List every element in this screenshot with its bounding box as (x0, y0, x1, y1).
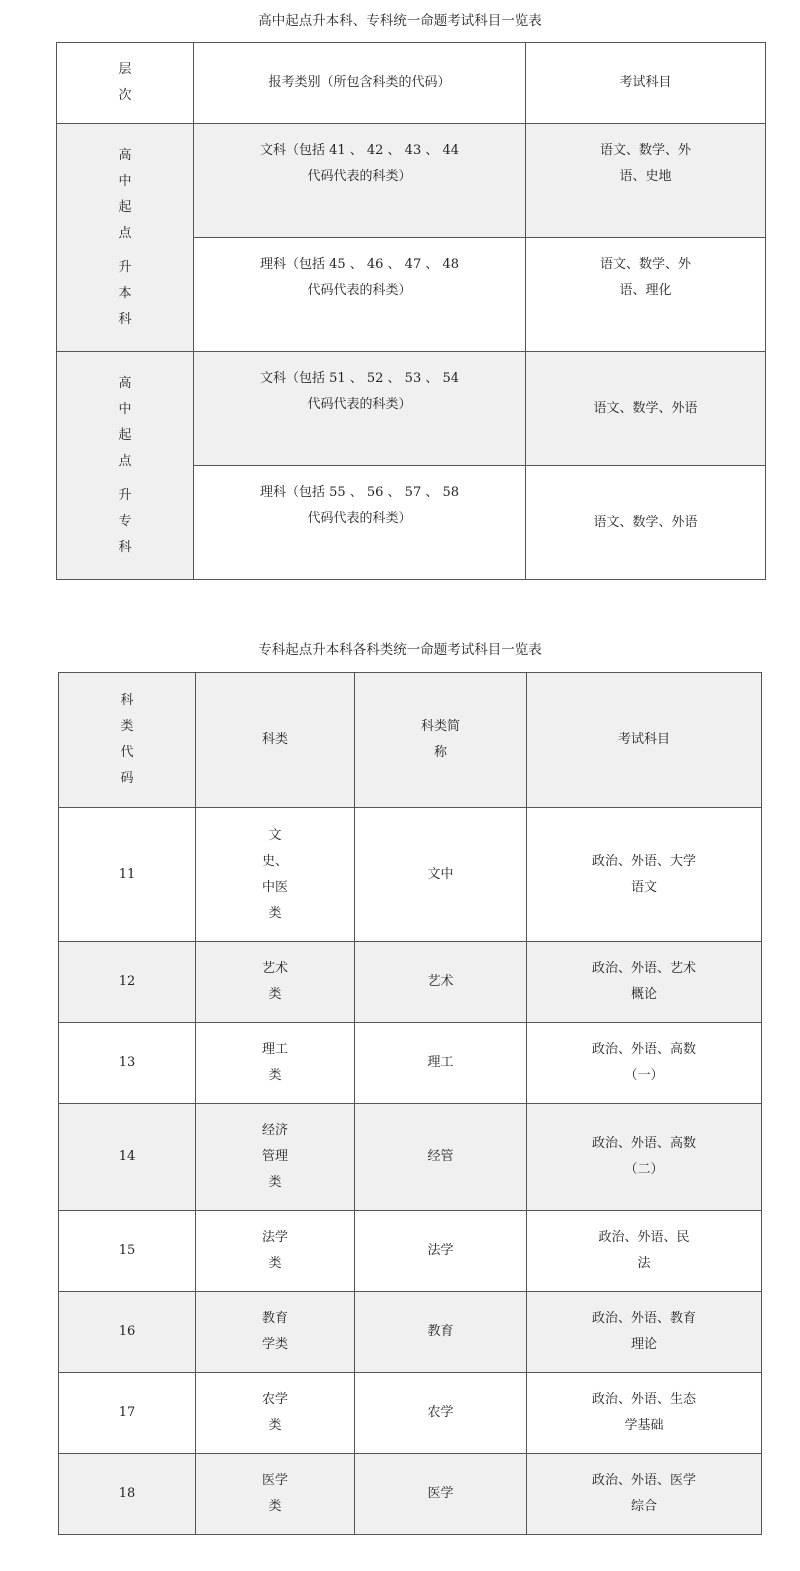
table1-row (57, 352, 766, 466)
header-code: 科 类 代 码 (59, 673, 196, 808)
short-name-cell: 经管 (355, 1104, 527, 1211)
category-cell: 农学 类 (196, 1373, 355, 1454)
table1-title: 高中起点升本科、专科统一命题考试科目一览表 (258, 13, 542, 29)
level-cell: 高 中 起 点 升 专 科 (57, 352, 194, 580)
subjects-cell: 政治、外语、高数 （一） (527, 1023, 762, 1104)
table-row (59, 1023, 762, 1104)
code-cell: 12 (59, 942, 196, 1023)
level-cell: 高 中 起 点 升 本 科 (57, 124, 194, 352)
short-name-cell: 医学 (355, 1454, 527, 1535)
subjects-cell: 政治、外语、大学 语文 (527, 808, 762, 942)
category-cell: 文科（包括 41 、 42 、 43 、 44 代码代表的科类） (194, 124, 526, 238)
short-name-cell: 法学 (355, 1211, 527, 1292)
category-cell: 法学 类 (196, 1211, 355, 1292)
category-cell: 经济 管理 类 (196, 1104, 355, 1211)
category-cell: 文 史、 中医 类 (196, 808, 355, 942)
table-row (59, 942, 762, 1023)
code-cell: 16 (59, 1292, 196, 1373)
table-row (59, 808, 762, 942)
category-cell: 理科（包括 55 、 56 、 57 、 58 代码代表的科类） (194, 466, 526, 580)
subjects-cell: 语文、数学、外 语、理化 (526, 238, 766, 352)
short-name-cell: 理工 (355, 1023, 527, 1104)
short-name-cell: 文中 (355, 808, 527, 942)
subjects-cell: 政治、外语、艺术 概论 (527, 942, 762, 1023)
header-category: 报考类别（所包含科类的代码） (194, 43, 526, 124)
header-subjects: 考试科目 (526, 43, 766, 124)
table-row (59, 1292, 762, 1373)
subjects-cell: 语文、数学、外 语、史地 (526, 124, 766, 238)
subjects-cell: 政治、外语、教育 理论 (527, 1292, 762, 1373)
subjects-cell: 政治、外语、医学 综合 (527, 1454, 762, 1535)
table2 (58, 672, 762, 1535)
code-cell: 13 (59, 1023, 196, 1104)
header-short-name: 科类简 称 (355, 673, 527, 808)
category-cell: 教育 学类 (196, 1292, 355, 1373)
subjects-cell: 政治、外语、生态 学基础 (527, 1373, 762, 1454)
table1-header-row (57, 43, 766, 124)
short-name-cell: 农学 (355, 1373, 527, 1454)
category-cell: 艺术 类 (196, 942, 355, 1023)
table-row (59, 1104, 762, 1211)
table1 (56, 42, 766, 580)
table-row (59, 1211, 762, 1292)
category-cell: 医学 类 (196, 1454, 355, 1535)
table-row (59, 1373, 762, 1454)
subjects-cell: 语文、数学、外语 (526, 352, 766, 466)
code-cell: 15 (59, 1211, 196, 1292)
subjects-cell: 语文、数学、外语 (526, 466, 766, 580)
short-name-cell: 教育 (355, 1292, 527, 1373)
subjects-cell: 政治、外语、高数 （二） (527, 1104, 762, 1211)
code-cell: 14 (59, 1104, 196, 1211)
subjects-cell: 政治、外语、民 法 (527, 1211, 762, 1292)
short-name-cell: 艺术 (355, 942, 527, 1023)
code-cell: 17 (59, 1373, 196, 1454)
category-cell: 文科（包括 51 、 52 、 53 、 54 代码代表的科类） (194, 352, 526, 466)
header-subjects: 考试科目 (527, 673, 762, 808)
header-level: 层 次 (57, 43, 194, 124)
table2-title: 专科起点升本科各科类统一命题考试科目一览表 (258, 642, 542, 658)
category-cell: 理工 类 (196, 1023, 355, 1104)
table2-header-row (59, 673, 762, 808)
code-cell: 18 (59, 1454, 196, 1535)
table-row (59, 1454, 762, 1535)
category-cell: 理科（包括 45 、 46 、 47 、 48 代码代表的科类） (194, 238, 526, 352)
code-cell: 11 (59, 808, 196, 942)
header-category: 科类 (196, 673, 355, 808)
table1-row (57, 124, 766, 238)
